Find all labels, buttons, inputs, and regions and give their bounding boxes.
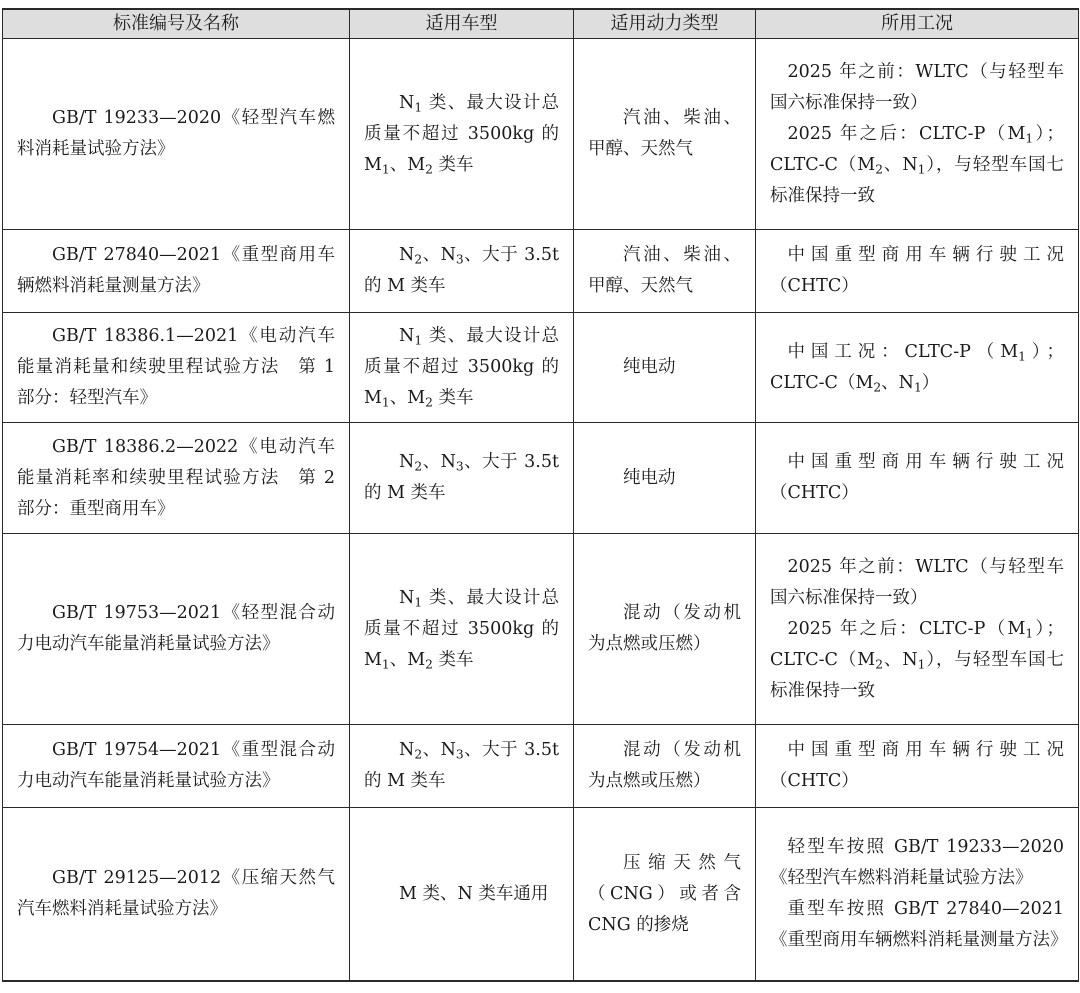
standards-table bbox=[2, 8, 1079, 982]
cell-power bbox=[574, 230, 756, 313]
cell-paragraph: 中国重型商用车辆行驶工况（CHTC） bbox=[770, 452, 1064, 503]
cell-paragraph: GB/T 27840—2021《重型商用车辆燃料消耗量测量方法》 bbox=[17, 245, 335, 296]
cell-standard bbox=[3, 725, 350, 808]
cell-power bbox=[574, 423, 756, 534]
cell-vehicle bbox=[350, 808, 574, 982]
cell-paragraph: 汽油、柴油、甲醇、天然气 bbox=[588, 108, 741, 159]
cell-standard bbox=[3, 39, 350, 230]
table-row bbox=[3, 725, 1079, 808]
cell-power bbox=[574, 39, 756, 230]
cell-paragraph: GB/T 18386.1—2021《电动汽车能量消耗量和续驶里程试验方法 第 1 部分：轻型汽车》 bbox=[17, 326, 335, 408]
cell-paragraph: 中国工况：CLTC-$P(M_1)$；CLTC-$C(M_2$、$N_1$） bbox=[770, 341, 1064, 395]
header-vehicle: 适用车型 bbox=[350, 9, 574, 39]
cell-power bbox=[574, 534, 756, 725]
cell-paragraph: GB/T 29125—2012《压缩天然气汽车燃料消耗量试验方法》 bbox=[17, 868, 335, 919]
cell-standard bbox=[3, 230, 350, 313]
cell-paragraph: 混动（发动机为点燃或压燃） bbox=[588, 603, 741, 654]
cell-paragraph: 2025 年之前：WLTC（与轻型车国六标准保持一致） bbox=[770, 61, 1064, 113]
cell-paragraph: 中国重型商用车辆行驶工况（CHTC） bbox=[770, 740, 1064, 791]
cell-vehicle bbox=[350, 230, 574, 313]
cell-paragraph: 2025 年之前：WLTC（与轻型车国六标准保持一致） bbox=[770, 556, 1064, 608]
cell-vehicle bbox=[350, 725, 574, 808]
cell-paragraph: $N_2$、$N_3$、大于 3.5t 的 M 类车 bbox=[364, 740, 560, 791]
cell-paragraph: 汽油、柴油、甲醇、天然气 bbox=[588, 245, 741, 296]
cell-paragraph: GB/T 18386.2—2022《电动汽车 能量消耗率和续驶里程试验方法 第 2 部分：重型商用车》 bbox=[17, 436, 353, 519]
cell-vehicle bbox=[350, 423, 574, 534]
cell-paragraph: 混动（发动机为点燃或压燃） bbox=[588, 740, 741, 791]
cell-cycle bbox=[756, 423, 1079, 534]
cell-cycle bbox=[756, 230, 1079, 313]
cell-paragraph: GB/T 19233—2020《轻型汽车燃料消耗量试验方法》 bbox=[17, 108, 335, 159]
cell-paragraph: 压缩天然气（CNG）或者含 CNG 的掺烧 bbox=[588, 852, 741, 935]
cell-cycle bbox=[756, 39, 1079, 230]
cell-power bbox=[574, 313, 756, 423]
cell-cycle bbox=[756, 725, 1079, 808]
table-body bbox=[3, 39, 1079, 982]
cell-paragraph: 2025 年之后：CLTC-$P(M_1)$；CLTC-$C(M_2$、$N_1$），与轻型车国七标准保持一致 bbox=[770, 123, 1064, 206]
table-row bbox=[3, 534, 1079, 725]
cell-standard bbox=[3, 313, 350, 423]
cell-paragraph: GB/T 19753—2021《轻型混合动力电动汽车能量消耗量试验方法》 bbox=[17, 603, 335, 654]
header-standard: 标准编号及名称 bbox=[3, 9, 350, 39]
cell-standard bbox=[3, 423, 353, 534]
cell-paragraph: GB/T 19754—2021《重型混合动力电动汽车能量消耗量试验方法》 bbox=[17, 740, 335, 791]
cell-standard bbox=[3, 534, 350, 725]
cell-vehicle bbox=[350, 39, 574, 230]
cell-cycle bbox=[756, 808, 1079, 982]
cell-paragraph: 2025 年之后：CLTC-$P(M_1)$；CLTC-$C(M_2$、$N_1$），与轻型车国七标准保持一致 bbox=[770, 618, 1064, 701]
cell-paragraph: 重型车按照 GB/T 27840—2021《重型商用车辆燃料消耗量测量方法》 bbox=[770, 899, 1068, 950]
table-row bbox=[3, 230, 1079, 313]
cell-standard bbox=[3, 808, 350, 982]
cell-paragraph: 纯电动 bbox=[623, 467, 676, 488]
cell-cycle bbox=[756, 313, 1079, 423]
cell-paragraph: M 类、N 类车通用 bbox=[399, 883, 549, 904]
cell-paragraph: $N_2$、$N_3$、大于 3.5t 的 M 类车 bbox=[364, 245, 560, 296]
cell-vehicle bbox=[350, 534, 574, 725]
cell-cycle bbox=[756, 534, 1079, 725]
cell-paragraph: 轻型车按照 GB/T 19233—2020《轻型汽车燃料消耗量试验方法》 bbox=[770, 837, 1064, 888]
cell-paragraph: $N_2$、$N_3$、大于 3.5t 的 M 类车 bbox=[364, 452, 560, 503]
cell-paragraph: $N_1$ 类、最大设计总质量不超过 3500kg 的 $M_1$、$M_2$ 类车 bbox=[364, 92, 559, 177]
cell-vehicle bbox=[350, 313, 574, 423]
cell-paragraph: 中国重型商用车辆行驶工况（CHTC） bbox=[770, 245, 1064, 296]
table-row bbox=[3, 313, 1079, 423]
cell-paragraph: $N_1$ 类、最大设计总质量不超过 3500kg 的 $M_1$、$M_2$ 类车 bbox=[364, 587, 559, 672]
table-row bbox=[3, 39, 1079, 230]
header-cycle: 所用工况 bbox=[756, 9, 1079, 39]
cell-paragraph: 纯电动 bbox=[623, 357, 676, 377]
table-header bbox=[3, 9, 1079, 39]
cell-power bbox=[574, 725, 756, 808]
cell-power bbox=[574, 808, 756, 982]
header-power: 适用动力类型 bbox=[574, 9, 756, 39]
header-row bbox=[3, 9, 1079, 39]
cell-paragraph: $N_1$ 类、最大设计总质量不超过 3500kg 的 $M_1$、$M_2$ 类车 bbox=[364, 326, 559, 410]
table-row bbox=[3, 808, 1079, 982]
table-row bbox=[3, 423, 1079, 534]
